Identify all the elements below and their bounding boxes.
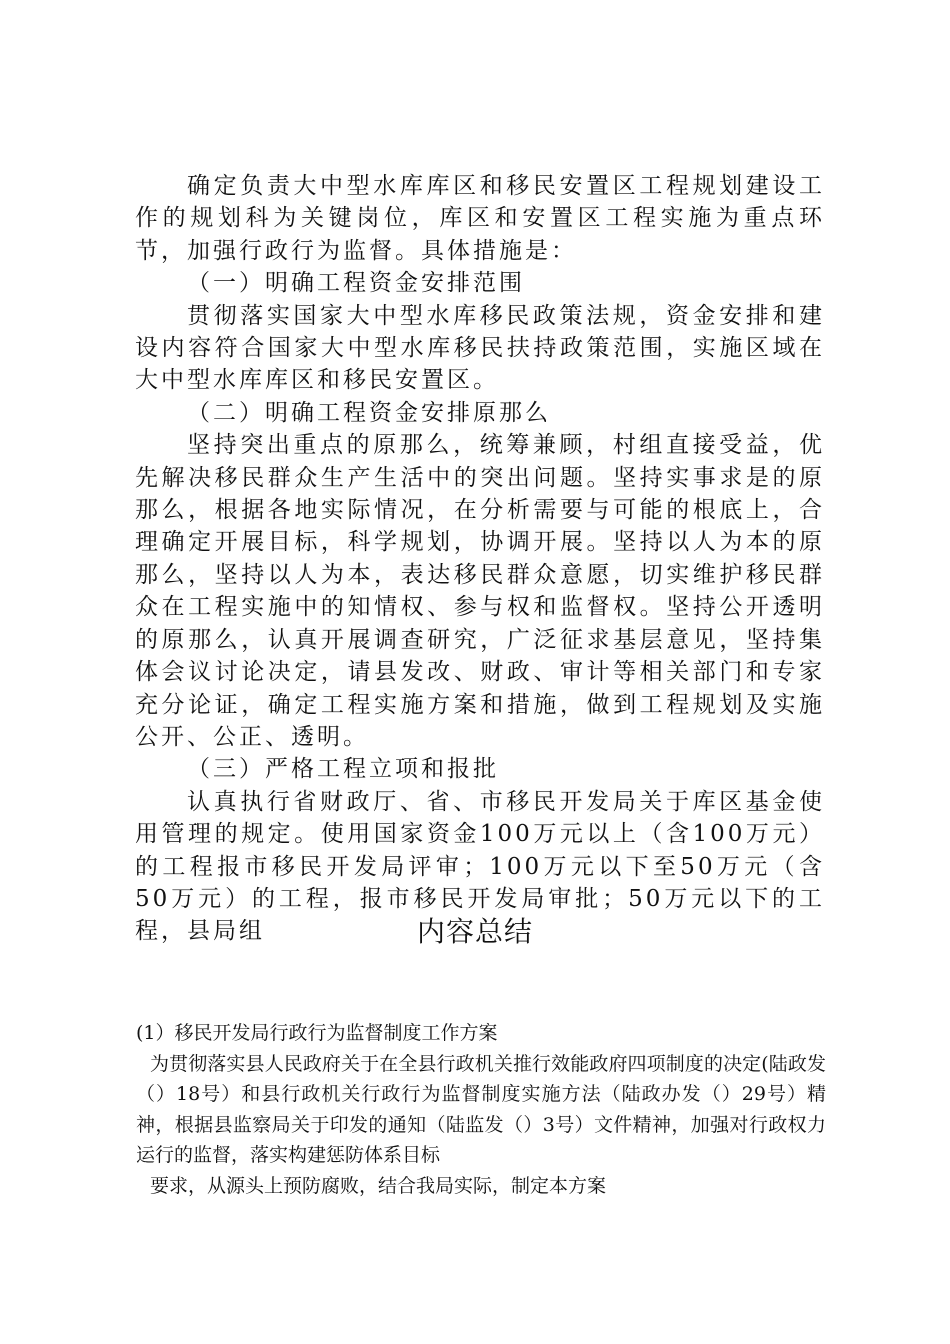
- paragraph-fund-principles: 坚持突出重点的原那么，统筹兼顾，村组直接受益，优先解决移民群众生产生活中的突出问题。坚持实事求是的原那么，根据各地实际情况，在分析需要与可能的根底上，合理确定开展目标，科学规划，协调开展。坚持以人为本的原那么，坚持以人为本，表达移民群众意愿，切实维护移民群众在工程实施中的知情权、参与权和监督权。坚持公开透明的原那么，认真开展调查研究，广泛征求基层意见，坚持集体会议讨论决定，请县发改、财政、审计等相关部门和专家充分论证，确定工程实施方案和措施，做到工程规划及实施公开、公正、透明。: [135, 432, 825, 750]
- summary-body: [136, 1018, 826, 1201]
- summary-line-body: 为贯彻落实县人民政府关于在全县行政机关推行效能政府四项制度的决定(陆政发（）18号）和县行政机关行政行为监督制度实施方法（陆政办发（）29号）精神，根据县监察局关于印发的通知（陆监发（）3号）文件精神，加强对行政权力运行的监督，落实构建惩防体系目标: [136, 1052, 826, 1166]
- summary-line-title: (1）移民开发局行政行为监督制度工作方案: [136, 1022, 498, 1044]
- heading-fund-principles: （二）明确工程资金安排原那么: [187, 399, 551, 426]
- paragraph-project-approval: 认真执行省财政厅、省、市移民开发局关于库区基金使用管理的规定。使用国家资金100万元以上（含100万元）的工程报市移民开发局评审；100万元以下至50万元（含50万元）的工程，报市移民开发局审批；50万元以下的工程，县局组: [135, 788, 825, 945]
- paragraph-fund-scope: 贯彻落实国家大中型水库移民政策法规，资金安排和建设内容符合国家大中型水库移民扶持政策范围，实施区域在大中型水库库区和移民安置区。: [135, 302, 825, 394]
- summary-title: 内容总结: [416, 915, 533, 948]
- summary-line-end: 要求，从源头上预防腐败，结合我局实际，制定本方案: [150, 1174, 607, 1197]
- heading-project-approval: （三）严格工程立项和报批: [187, 756, 499, 783]
- heading-fund-scope: （一）明确工程资金安排范围: [187, 270, 525, 297]
- document-body: [135, 170, 825, 948]
- paragraph-intro: 确定负责大中型水库库区和移民安置区工程规划建设工作的规划科为关键岗位，库区和安置区工程实施为重点环节，加强行政行为监督。具体措施是：: [135, 173, 825, 264]
